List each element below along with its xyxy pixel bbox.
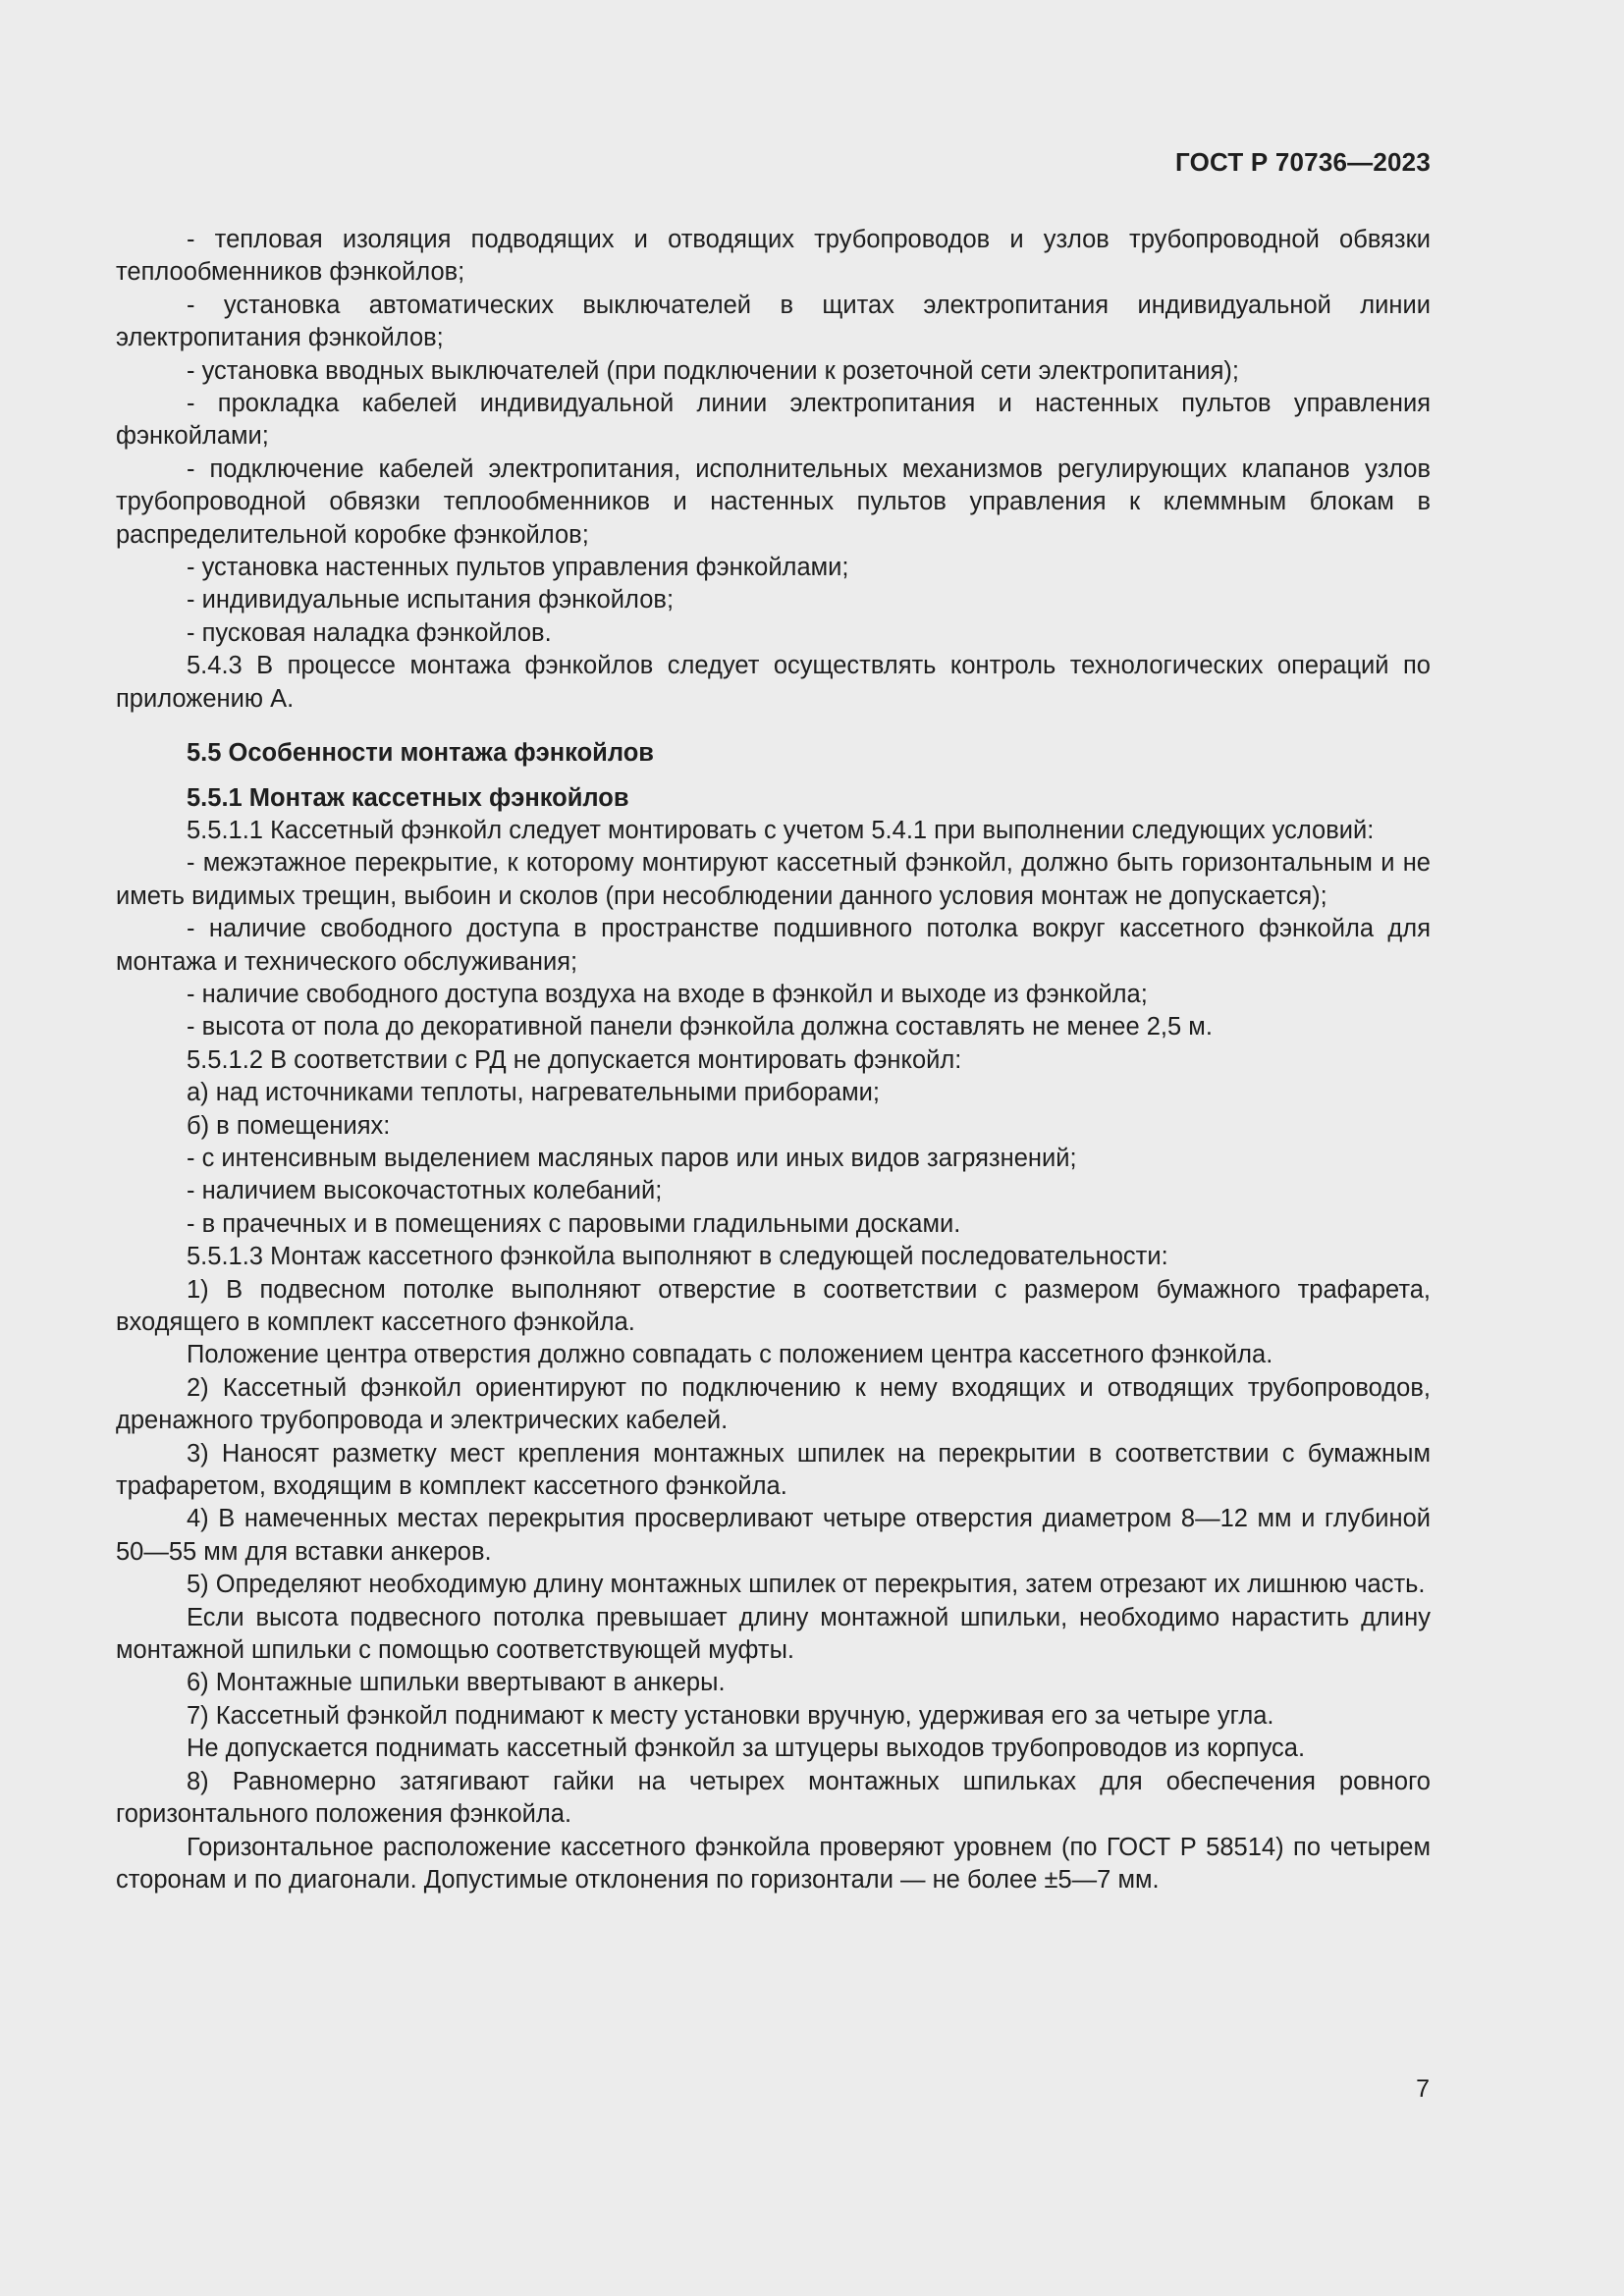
paragraph: - с интенсивным выделением масляных паров или иных видов загрязнений; bbox=[187, 1144, 1077, 1172]
paragraph: - пусковая наладка фэнкойлов. bbox=[187, 618, 552, 647]
paragraph: - наличием высокочастотных колебаний; bbox=[187, 1177, 663, 1205]
paragraph: Горизонтальное расположение кассетного фэнкойла проверяют уровнем (по ГОСТ Р 58514) по четырем сторонам и по диагонали. Допустимые отклонения по горизонтали — не более ±5—7 мм. bbox=[116, 1833, 1431, 1894]
paragraph: 5) Определяют необходимую длину монтажных шпилек от перекрытия, затем отрезают их лишнюю часть. bbox=[187, 1571, 1426, 1599]
paragraph: 5.5.1.1 Кассетный фэнкойл следует монтировать с учетом 5.4.1 при выполнении следующих условий: bbox=[187, 816, 1375, 844]
paragraph: 5.4.3 В процессе монтажа фэнкойлов следует осуществлять контроль технологических операций по приложению А. bbox=[116, 652, 1431, 713]
paragraph: 2) Кассетный фэнкойл ориентируют по подключению к нему входящих и отводящих трубопроводов, дренажного трубопровода и электрических кабелей. bbox=[116, 1373, 1431, 1435]
section-heading: 5.5 Особенности монтажа фэнкойлов bbox=[187, 739, 654, 768]
paragraph: 3) Наносят разметку мест крепления монтажных шпилек на перекрытии в соответствии с бумажным трафаретом, входящим в комплект кассетного фэнкойла. bbox=[116, 1439, 1431, 1501]
paragraph: 7) Кассетный фэнкойл поднимают к месту установки вручную, удерживая его за четыре угла. bbox=[187, 1701, 1274, 1730]
paragraph: - межэтажное перекрытие, к которому монтируют кассетный фэнкойл, должно быть горизонтальным и не иметь видимых трещин, выбоин и сколов (при несоблюдении данного условия монтаж не допускается); bbox=[116, 849, 1431, 910]
paragraph: - в прачечных и в помещениях с паровыми гладильными досками. bbox=[187, 1209, 961, 1238]
paragraph: 5.5.1.2 В соответствии с РД не допускается монтировать фэнкойл: bbox=[187, 1045, 962, 1074]
paragraph: Если высота подвесного потолка превышает длину монтажной шпильки, необходимо нарастить длину монтажной шпильки с помощью соответствующей муфты. bbox=[116, 1603, 1431, 1665]
paragraph-group-b bbox=[116, 815, 1431, 1896]
paragraph: 8) Равномерно затягивают гайки на четырех монтажных шпильках для обеспечения ровного горизонтального положения фэнкойла. bbox=[116, 1767, 1431, 1829]
paragraph-group-a bbox=[116, 224, 1431, 716]
paragraph: - индивидуальные испытания фэнкойлов; bbox=[187, 586, 675, 614]
paragraph: - подключение кабелей электропитания, исполнительных механизмов регулирующих клапанов узлов трубопроводной обвязки теплообменников и настенных пультов управления к клеммным блокам в распределительной коробке фэнкойлов; bbox=[116, 454, 1431, 549]
paragraph: - наличие свободного доступа в пространстве подшивного потолка вокруг кассетного фэнкойла для монтажа и технического обслуживания; bbox=[116, 915, 1431, 976]
paragraph: Не допускается поднимать кассетный фэнкойл за штуцеры выходов трубопроводов из корпуса. bbox=[187, 1735, 1306, 1763]
paragraph: - прокладка кабелей индивидуальной линии электропитания и настенных пультов управления фэнкойлами; bbox=[116, 390, 1431, 451]
paragraph: - установка вводных выключателей (при подключении к розеточной сети электропитания); bbox=[187, 356, 1240, 385]
paragraph: - высота от пола до декоративной панели фэнкойла должна составлять не менее 2,5 м. bbox=[187, 1013, 1213, 1041]
paragraph: а) над источниками теплоты, нагревательными приборами; bbox=[187, 1079, 880, 1107]
paragraph: 5.5.1.3 Монтаж кассетного фэнкойла выполняют в следующей последовательности: bbox=[187, 1243, 1168, 1271]
paragraph: - установка автоматических выключателей в щитах электропитания индивидуальной линии электропитания фэнкойлов; bbox=[116, 291, 1431, 352]
page-number: 7 bbox=[1416, 2075, 1430, 2103]
paragraph: 6) Монтажные шпильки ввертывают в анкеры. bbox=[187, 1669, 726, 1697]
paragraph: - тепловая изоляция подводящих и отводящих трубопроводов и узлов трубопроводной обвязки теплообменников фэнкойлов; bbox=[116, 226, 1431, 287]
paragraph: Положение центра отверстия должно совпадать с положением центра кассетного фэнкойла. bbox=[187, 1341, 1273, 1369]
paragraph: - наличие свободного доступа воздуха на входе в фэнкойл и выходе из фэнкойла; bbox=[187, 980, 1148, 1008]
paragraph: б) в помещениях: bbox=[187, 1111, 391, 1140]
document-code-header: ГОСТ Р 70736—2023 bbox=[1175, 147, 1431, 177]
document-body bbox=[116, 224, 1431, 1896]
subsection-heading: 5.5.1 Монтаж кассетных фэнкойлов bbox=[187, 783, 629, 812]
paragraph: 1) В подвесном потолке выполняют отверстие в соответствии с размером бумажного трафарета, входящего в комплект кассетного фэнкойла. bbox=[116, 1275, 1431, 1336]
paragraph: 4) В намеченных местах перекрытия просверливают четыре отверстия диаметром 8—12 мм и глубиной 50—55 мм для вставки анкеров. bbox=[116, 1505, 1431, 1566]
paragraph: - установка настенных пультов управления фэнкойлами; bbox=[187, 554, 849, 582]
